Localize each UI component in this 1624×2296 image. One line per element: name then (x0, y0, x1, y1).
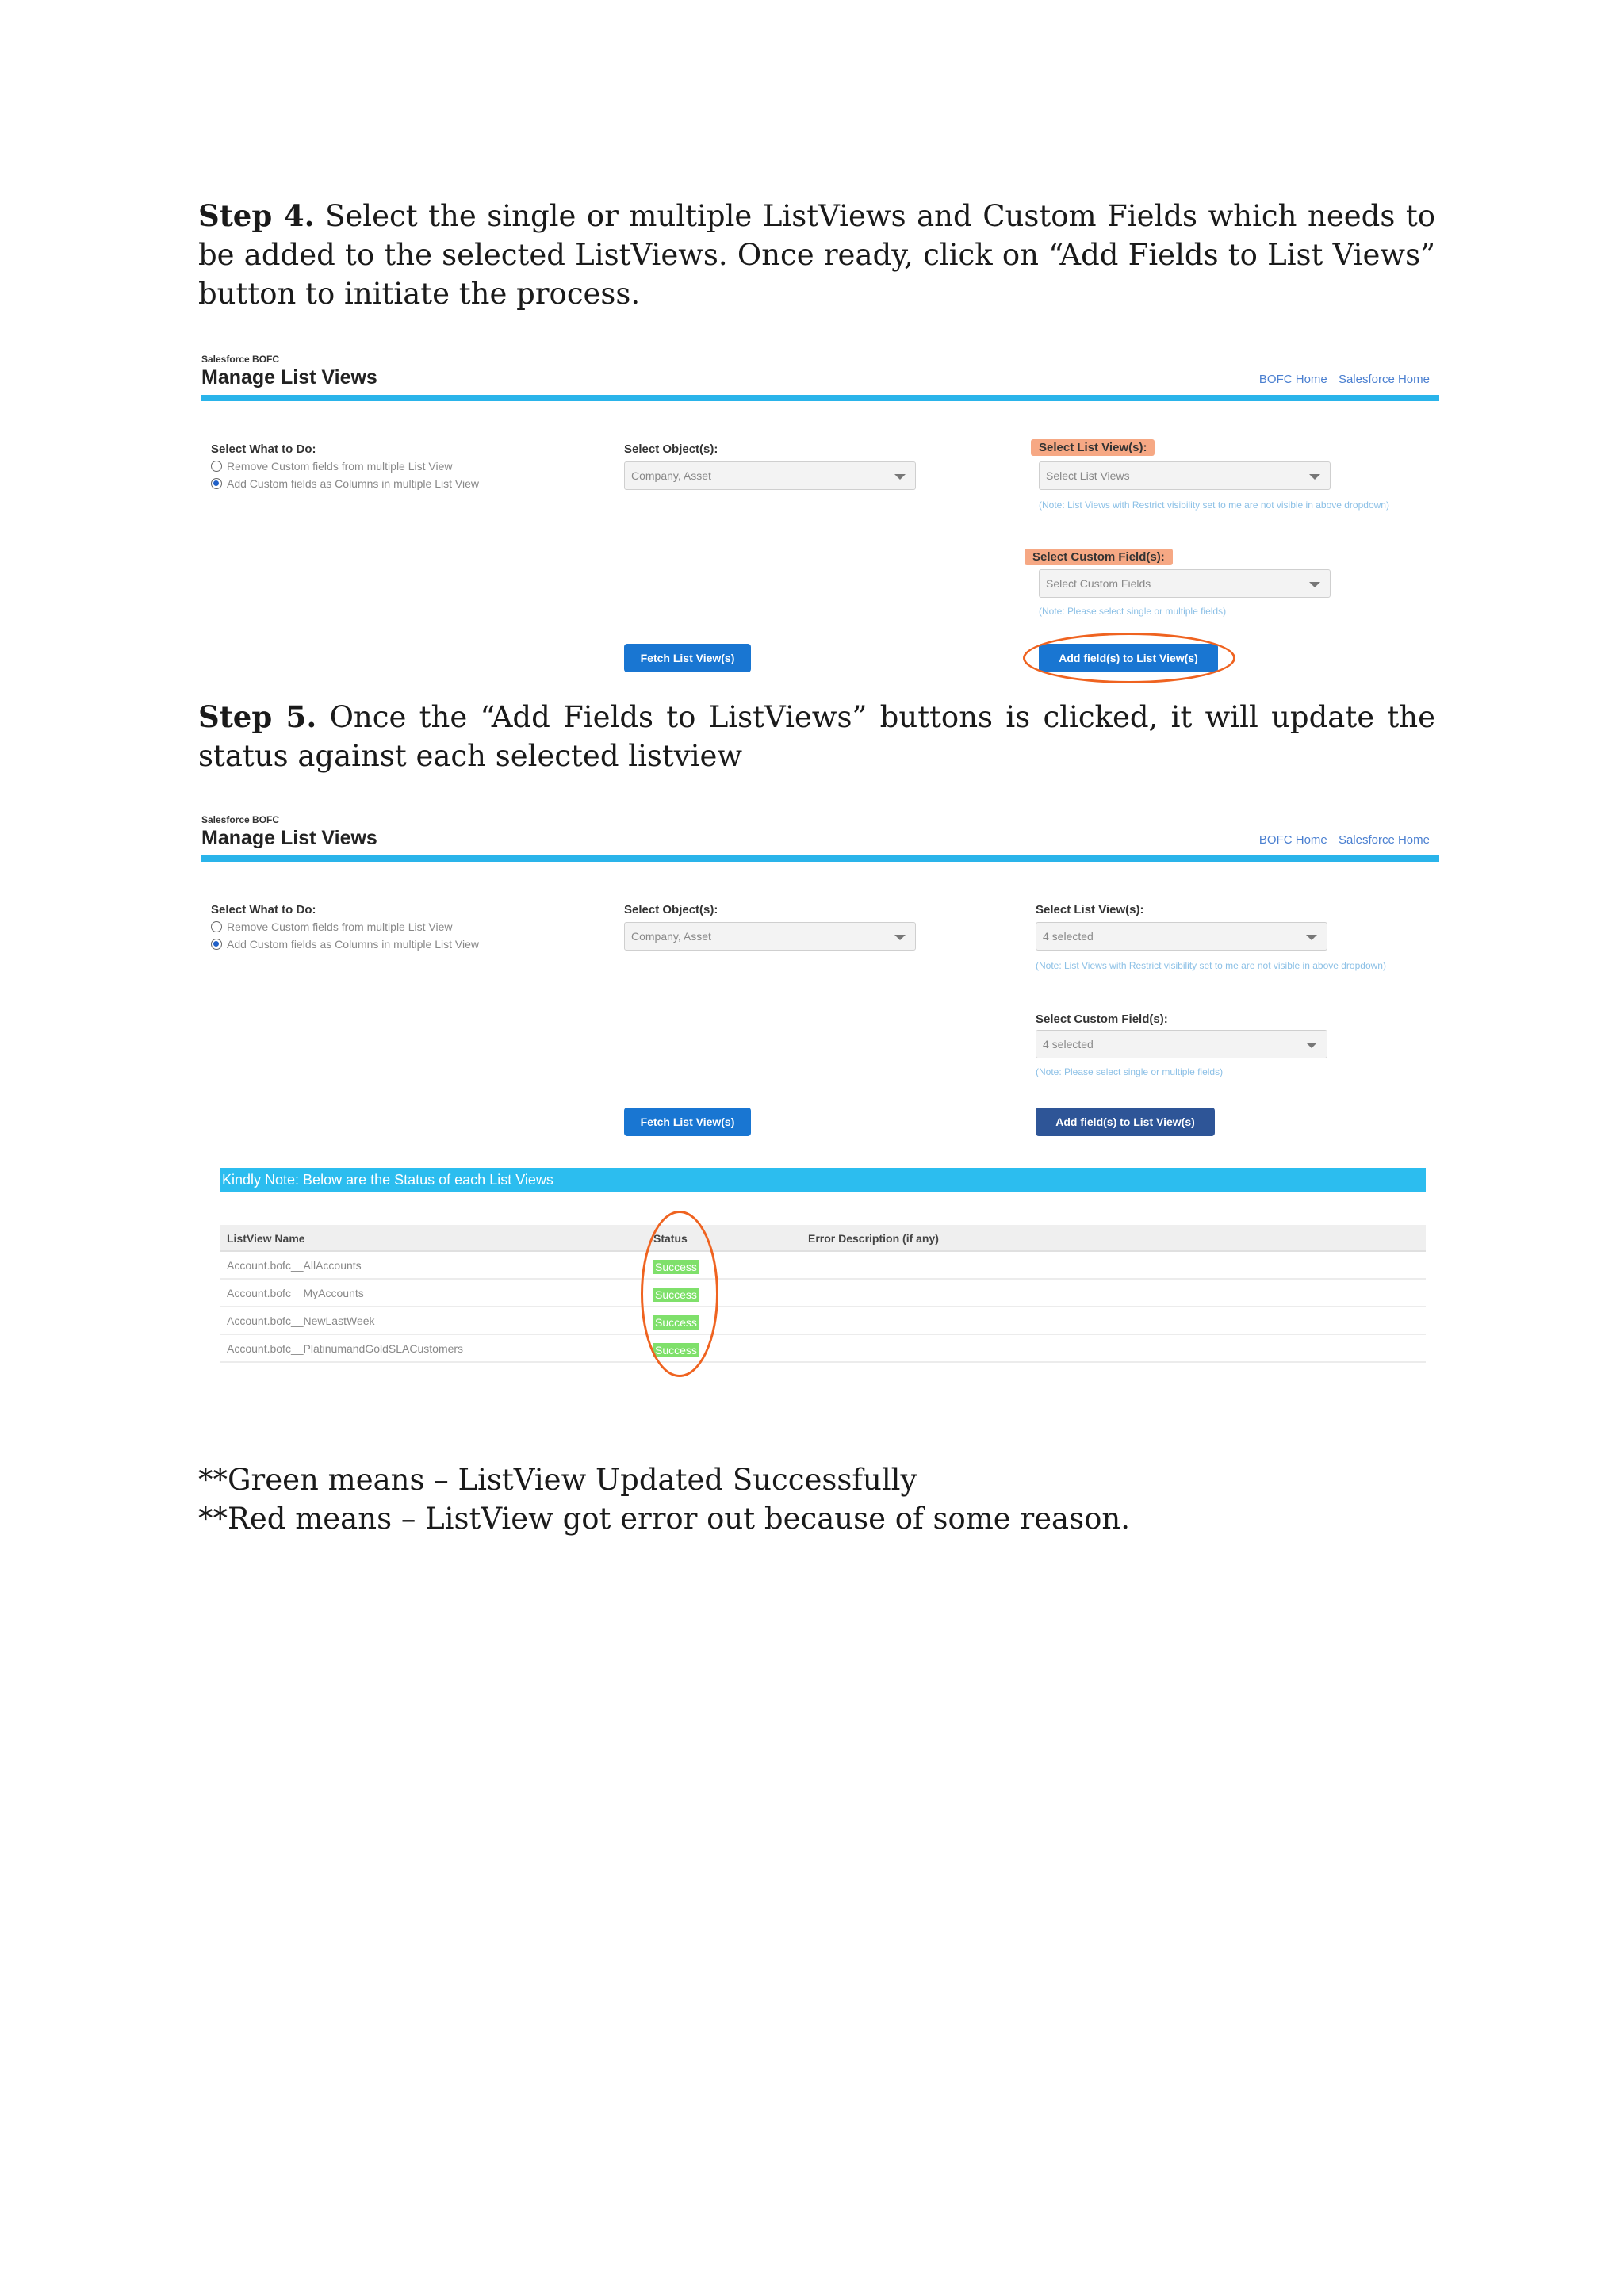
chevron-down-icon (1309, 582, 1320, 587)
screenshot-step4 (198, 354, 1439, 687)
note-green: **Green means – ListView Updated Successfully (198, 1463, 917, 1497)
step5-paragraph (198, 698, 1435, 775)
brand-label: Salesforce BOFC (201, 354, 280, 365)
status-banner: Kindly Note: Below are the Status of each List Views (220, 1168, 1426, 1192)
salesforce-home-link[interactable]: Salesforce Home (1338, 833, 1430, 847)
custom-field-label: Select Custom Field(s): (1025, 549, 1173, 565)
object-select[interactable]: Company, Asset (624, 461, 916, 490)
radio-selected-icon[interactable] (211, 478, 222, 489)
listview-name: Account.bofc__PlatinumandGoldSLACustomers (227, 1342, 464, 1355)
brand-label: Salesforce BOFC (201, 814, 280, 825)
step4-label: Step 4. (198, 198, 315, 233)
chevron-down-icon (1306, 935, 1317, 940)
add-fields-button[interactable]: Add field(s) to List View(s) (1039, 644, 1218, 672)
page-title: Manage List Views (201, 827, 377, 849)
select-object-label: Select Object(s): (624, 903, 718, 916)
custom-field-select[interactable]: Select Custom Fields (1039, 569, 1331, 598)
table-header (220, 1225, 1426, 1252)
chevron-down-icon (1309, 474, 1320, 480)
chevron-down-icon (894, 935, 906, 940)
table-row (220, 1252, 1426, 1280)
list-view-select[interactable]: 4 selected (1036, 922, 1327, 951)
status-badge: Success (655, 1316, 697, 1329)
status-badge: Success (655, 1261, 697, 1273)
radio-icon[interactable] (211, 461, 222, 472)
option-add[interactable]: Add Custom fields as Columns in multiple List View (211, 477, 479, 490)
list-view-select[interactable]: Select List Views (1039, 461, 1331, 490)
header-divider (201, 855, 1439, 862)
header-links (1251, 833, 1430, 847)
listview-name: Account.bofc__AllAccounts (227, 1259, 362, 1272)
custom-field-note: (Note: Please select single or multiple fields) (1039, 606, 1227, 617)
table-row (220, 1335, 1426, 1363)
column-error-description: Error Description (if any) (808, 1232, 939, 1245)
list-view-label: Select List View(s): (1036, 903, 1144, 916)
step5-text: Once the “Add Fields to ListViews” buttons is clicked, it will update the status against each selected listview (198, 700, 1436, 773)
step5-label: Step 5. (198, 699, 317, 734)
header-divider (201, 395, 1439, 401)
salesforce-home-link[interactable]: Salesforce Home (1338, 373, 1430, 386)
screenshot-step5 (198, 814, 1439, 1385)
bofc-home-link[interactable]: BOFC Home (1258, 373, 1327, 386)
option-remove[interactable]: Remove Custom fields from multiple List View (211, 460, 453, 473)
column-status: Status (653, 1232, 688, 1245)
bofc-home-link[interactable]: BOFC Home (1258, 833, 1327, 847)
what-to-do-label: Select What to Do: (211, 903, 316, 916)
select-object-label: Select Object(s): (624, 442, 718, 456)
list-view-note: (Note: List Views with Restrict visibility set to me are not visible in above dropdown) (1036, 960, 1386, 971)
listview-name: Account.bofc__MyAccounts (227, 1287, 364, 1299)
column-listview-name: ListView Name (227, 1232, 305, 1245)
what-to-do-label: Select What to Do: (211, 442, 316, 456)
table-row (220, 1280, 1426, 1307)
fetch-list-views-button[interactable]: Fetch List View(s) (624, 1108, 751, 1136)
status-badge: Success (655, 1288, 697, 1301)
page-title: Manage List Views (201, 366, 377, 388)
list-view-label: Select List View(s): (1031, 439, 1155, 456)
object-select[interactable]: Company, Asset (624, 922, 916, 951)
status-badge: Success (655, 1344, 697, 1357)
header-links (1251, 373, 1430, 386)
chevron-down-icon (1306, 1043, 1317, 1048)
add-fields-button[interactable]: Add field(s) to List View(s) (1036, 1108, 1215, 1136)
radio-selected-icon[interactable] (211, 939, 222, 950)
table-row (220, 1307, 1426, 1335)
custom-field-select[interactable]: 4 selected (1036, 1030, 1327, 1058)
custom-field-note: (Note: Please select single or multiple fields) (1036, 1066, 1224, 1077)
step4-paragraph (198, 197, 1435, 313)
option-add[interactable]: Add Custom fields as Columns in multiple List View (211, 938, 479, 951)
note-red: **Red means – ListView got error out because of some reason. (198, 1502, 1130, 1536)
chevron-down-icon (894, 474, 906, 480)
listview-name: Account.bofc__NewLastWeek (227, 1314, 375, 1327)
option-remove[interactable]: Remove Custom fields from multiple List View (211, 920, 453, 933)
custom-field-label: Select Custom Field(s): (1036, 1012, 1168, 1026)
fetch-list-views-button[interactable]: Fetch List View(s) (624, 644, 751, 672)
radio-icon[interactable] (211, 921, 222, 932)
step4-text: Select the single or multiple ListViews and Custom Fields which needs to be added to the selected ListViews. Once ready, click on “Add Fields to List Views” button to initiate the process. (198, 199, 1435, 311)
list-view-note: (Note: List Views with Restrict visibility set to me are not visible in above dropdown) (1039, 499, 1389, 511)
